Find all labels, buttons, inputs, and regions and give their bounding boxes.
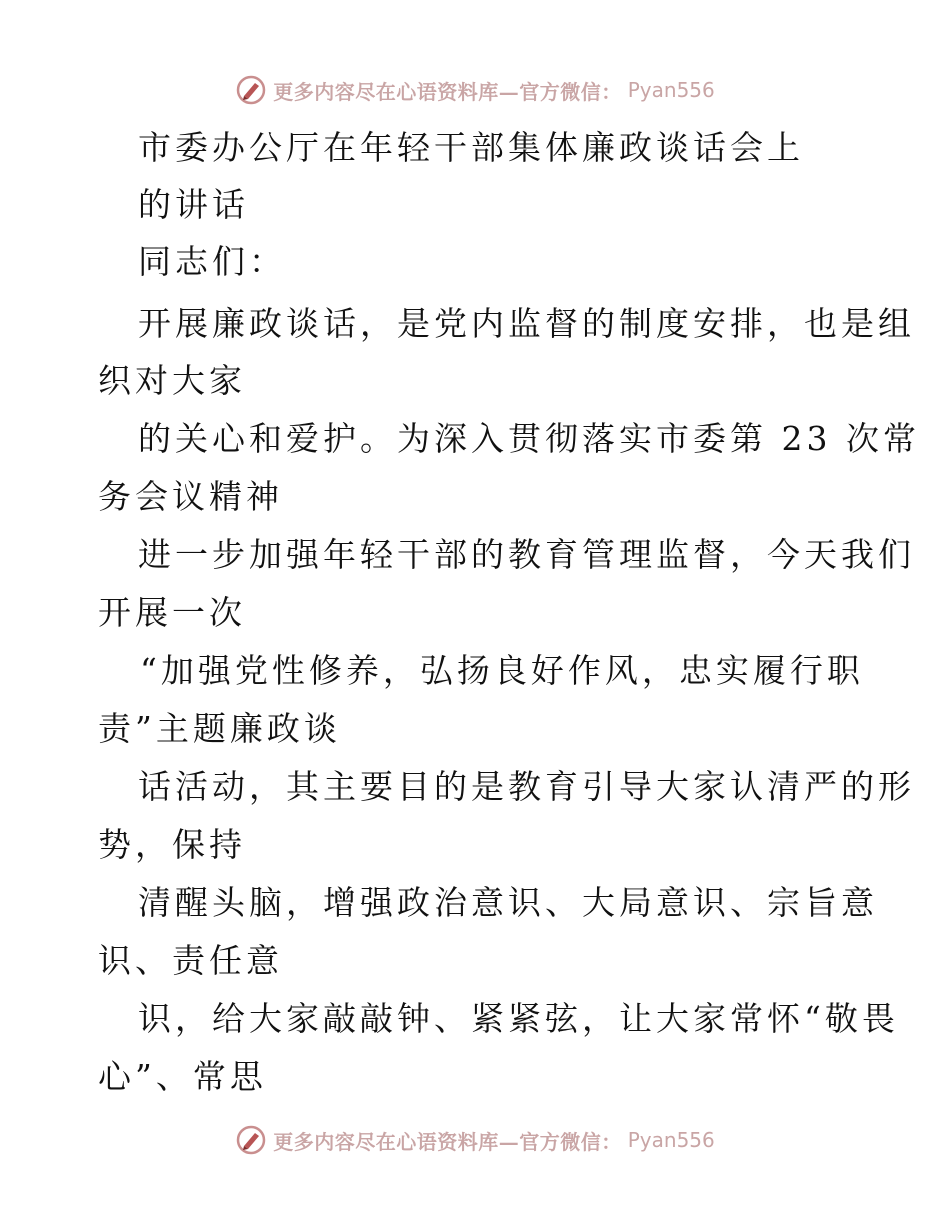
document-title-line-1: 市委办公厅在年轻干部集体廉政谈话会上 <box>138 128 804 167</box>
paragraph-line: 责”主题廉政谈 <box>98 709 341 748</box>
watermark-text: 更多内容尽在心语资料库—官方微信： <box>273 1129 622 1154</box>
salutation: 同志们： <box>138 242 286 281</box>
watermark-banner-bottom <box>0 1120 950 1160</box>
paragraph-line: 织对大家 <box>98 361 246 400</box>
pen-logo-icon <box>235 74 267 106</box>
watermark-banner-top <box>0 70 950 110</box>
paragraph-line: 识、责任意 <box>98 941 283 980</box>
watermark-wechat-id: Pyan556 <box>627 78 715 102</box>
paragraph-line: 的关心和爱护。为深入贯彻落实市委第 23 次常 <box>138 419 920 458</box>
paragraph-line: 进一步加强年轻干部的教育管理监督，今天我们 <box>138 535 915 574</box>
paragraph-line: 开展廉政谈话，是党内监督的制度安排，也是组 <box>138 304 915 343</box>
paragraph-line: 识，给大家敲敲钟、紧紧弦，让大家常怀“敬畏 <box>138 999 899 1038</box>
watermark-text: 更多内容尽在心语资料库—官方微信： <box>273 79 622 104</box>
watermark-wechat-id: Pyan556 <box>627 1128 715 1152</box>
pen-logo-icon <box>235 1124 267 1156</box>
document-title-line-2: 的讲话 <box>138 185 249 224</box>
paragraph-line: 心”、常思 <box>98 1057 267 1096</box>
paragraph-line: 势，保持 <box>98 825 246 864</box>
paragraph-line: 清醒头脑，增强政治意识、大局意识、宗旨意 <box>138 883 878 922</box>
paragraph-line: “加强党性修养，弘扬良好作风，忠实履行职 <box>140 651 864 690</box>
paragraph-line: 务会议精神 <box>98 477 283 516</box>
paragraph-line: 开展一次 <box>98 593 246 632</box>
paragraph-line: 话活动，其主要目的是教育引导大家认清严的形 <box>138 767 915 806</box>
